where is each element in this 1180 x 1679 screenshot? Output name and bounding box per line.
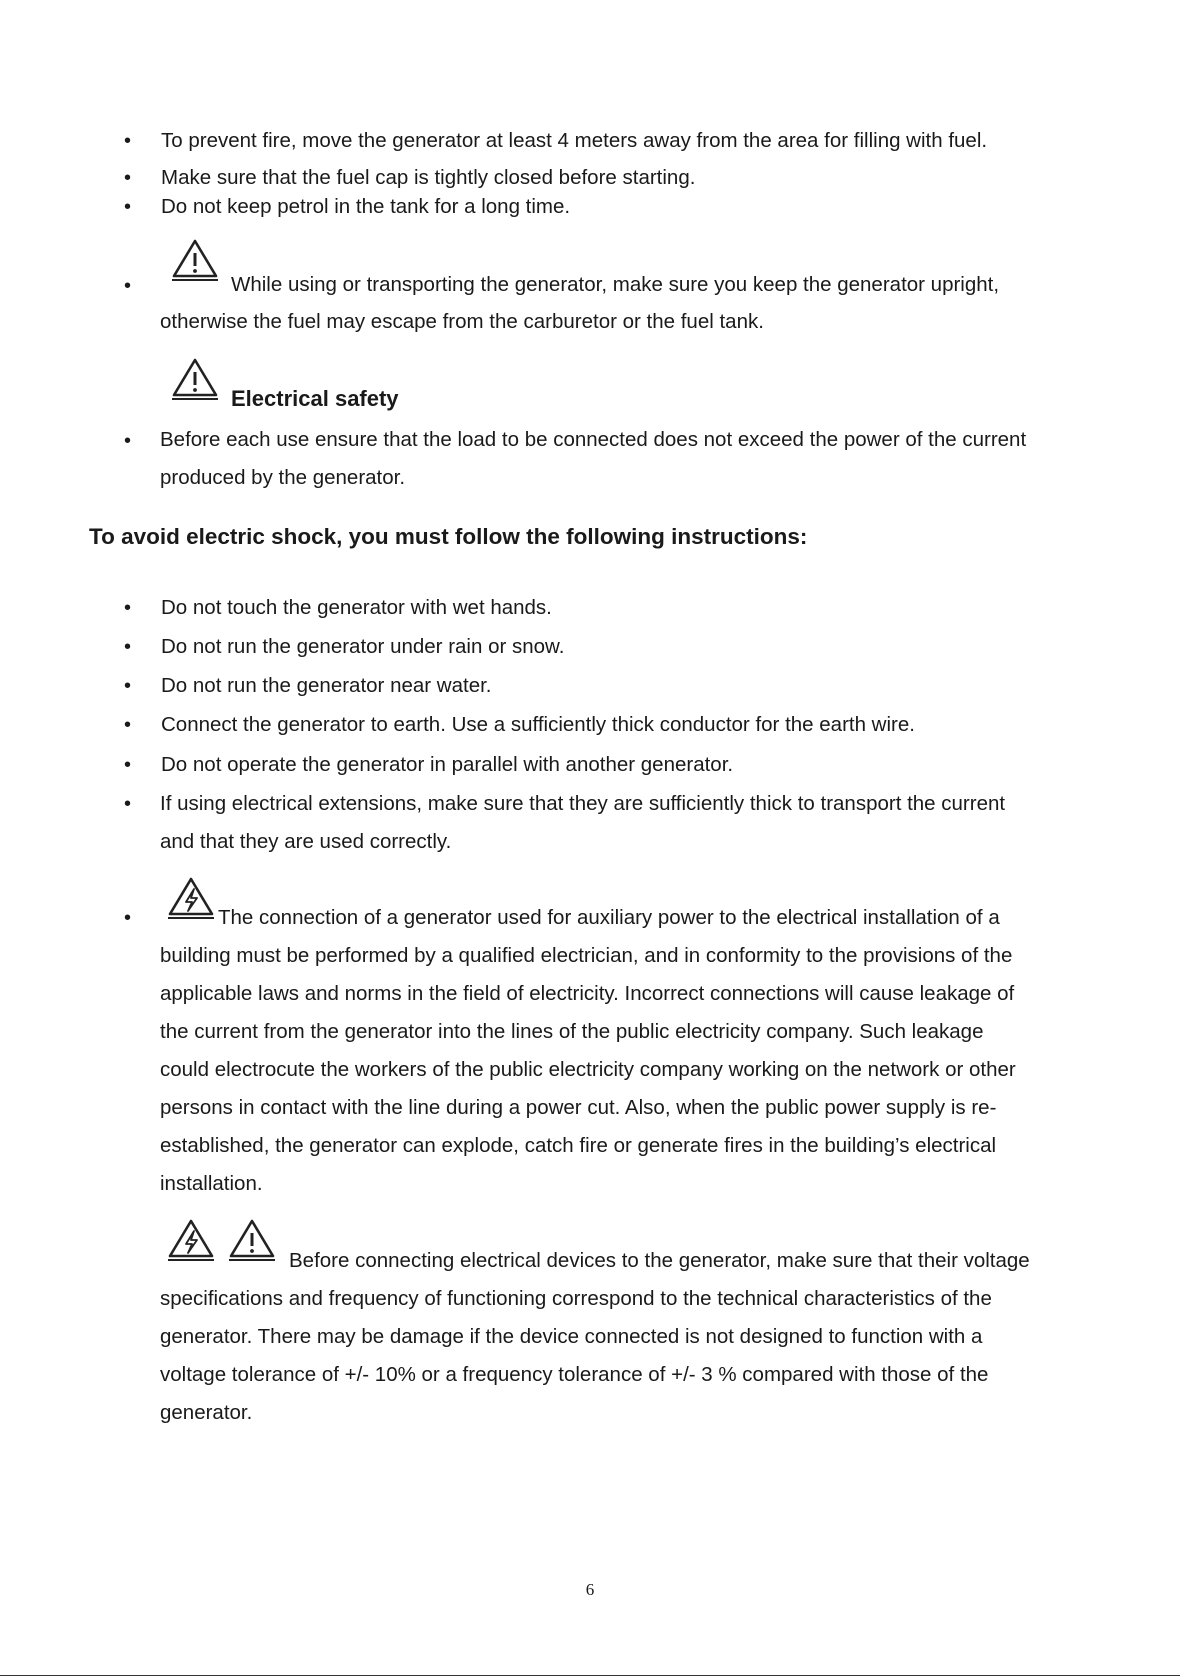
bullet: • (124, 714, 132, 736)
shock-item-2-line-1: Do not run the generator under rain or snow. (161, 635, 565, 658)
shock-item-7-line-1: The connection of a generator used for auxiliary power to the electrical installation of a (218, 906, 1000, 929)
shock-item-3-line-1: Do not run the generator near water. (161, 674, 492, 697)
electrical-item-1-line-1: Before each use ensure that the load to be connected does not exceed the power of the current (160, 428, 1027, 451)
shock-item-7-line-3: applicable laws and norms in the field of electricity. Incorrect connections will cause leakage of (160, 982, 1015, 1005)
voltage-note-line-5: generator. (160, 1401, 253, 1424)
fuel-item-4-line-2: otherwise the fuel may escape from the carburetor or the fuel tank. (160, 310, 764, 333)
bullet: • (124, 275, 132, 297)
shock-item-7-line-4: the current from the generator into the lines of the public electricity company. Such leakage (160, 1020, 984, 1043)
warning-triangle-icon (170, 238, 220, 282)
shock-heading: To avoid electric shock, you must follow the following instructions: (89, 524, 808, 549)
electrical-safety-title: Electrical safety (231, 386, 399, 411)
shock-item-6-line-2: and that they are used correctly. (160, 830, 452, 853)
electrical-item-1-line-2: produced by the generator. (160, 466, 406, 489)
bullet: • (124, 196, 132, 218)
bottom-rule (0, 1675, 1180, 1676)
voltage-note-line-2: specifications and frequency of functioning correspond to the technical characteristics of the (160, 1287, 992, 1310)
bullet: • (124, 597, 132, 619)
shock-item-7-line-8: installation. (160, 1172, 263, 1195)
shock-item-7-line-2: building must be performed by a qualified electrician, and in conformity to the provisions of the (160, 944, 1013, 967)
shock-item-7-line-6: persons in contact with the line during a power cut. Also, when the public power supply is re- (160, 1096, 997, 1119)
bullet: • (124, 675, 132, 697)
bullet: • (124, 636, 132, 658)
warning-triangle-icon (227, 1218, 277, 1262)
voltage-note-line-3: generator. There may be damage if the device connected is not designed to function with a (160, 1325, 983, 1348)
shock-item-5-line-1: Do not operate the generator in parallel with another generator. (161, 753, 734, 776)
bullet: • (124, 167, 132, 189)
bullet: • (124, 430, 132, 452)
page-number: 6 (585, 1580, 595, 1599)
shock-item-7-line-7: established, the generator can explode, catch fire or generate fires in the building’s electrical (160, 1134, 997, 1157)
warning-triangle-icon (170, 357, 220, 401)
shock-item-4-line-1: Connect the generator to earth. Use a sufficiently thick conductor for the earth wire. (161, 713, 915, 736)
shock-item-6-line-1: If using electrical extensions, make sure that they are sufficiently thick to transport the current (160, 792, 1006, 815)
fuel-item-4-line-1: While using or transporting the generator, make sure you keep the generator upright, (231, 273, 1000, 296)
bullet: • (124, 907, 132, 929)
fuel-item-3-line-1: Do not keep petrol in the tank for a long time. (161, 195, 571, 218)
electric-hazard-icon (166, 1218, 216, 1262)
fuel-item-2-line-1: Make sure that the fuel cap is tightly closed before starting. (161, 166, 696, 189)
voltage-note-line-4: voltage tolerance of +/- 10% or a frequency tolerance of +/- 3 % compared with those of the (160, 1363, 989, 1386)
shock-item-7-line-5: could electrocute the workers of the public electricity company working on the network or other (160, 1058, 1016, 1081)
bullet: • (124, 754, 132, 776)
bullet: • (124, 793, 132, 815)
shock-item-1-line-1: Do not touch the generator with wet hands. (161, 596, 552, 619)
bullet: • (124, 130, 132, 152)
voltage-note-line-1: Before connecting electrical devices to the generator, make sure that their voltage (289, 1249, 1030, 1272)
electric-hazard-icon (166, 876, 216, 920)
fuel-item-1-line-1: To prevent fire, move the generator at least 4 meters away from the area for filling with fuel. (161, 129, 988, 152)
